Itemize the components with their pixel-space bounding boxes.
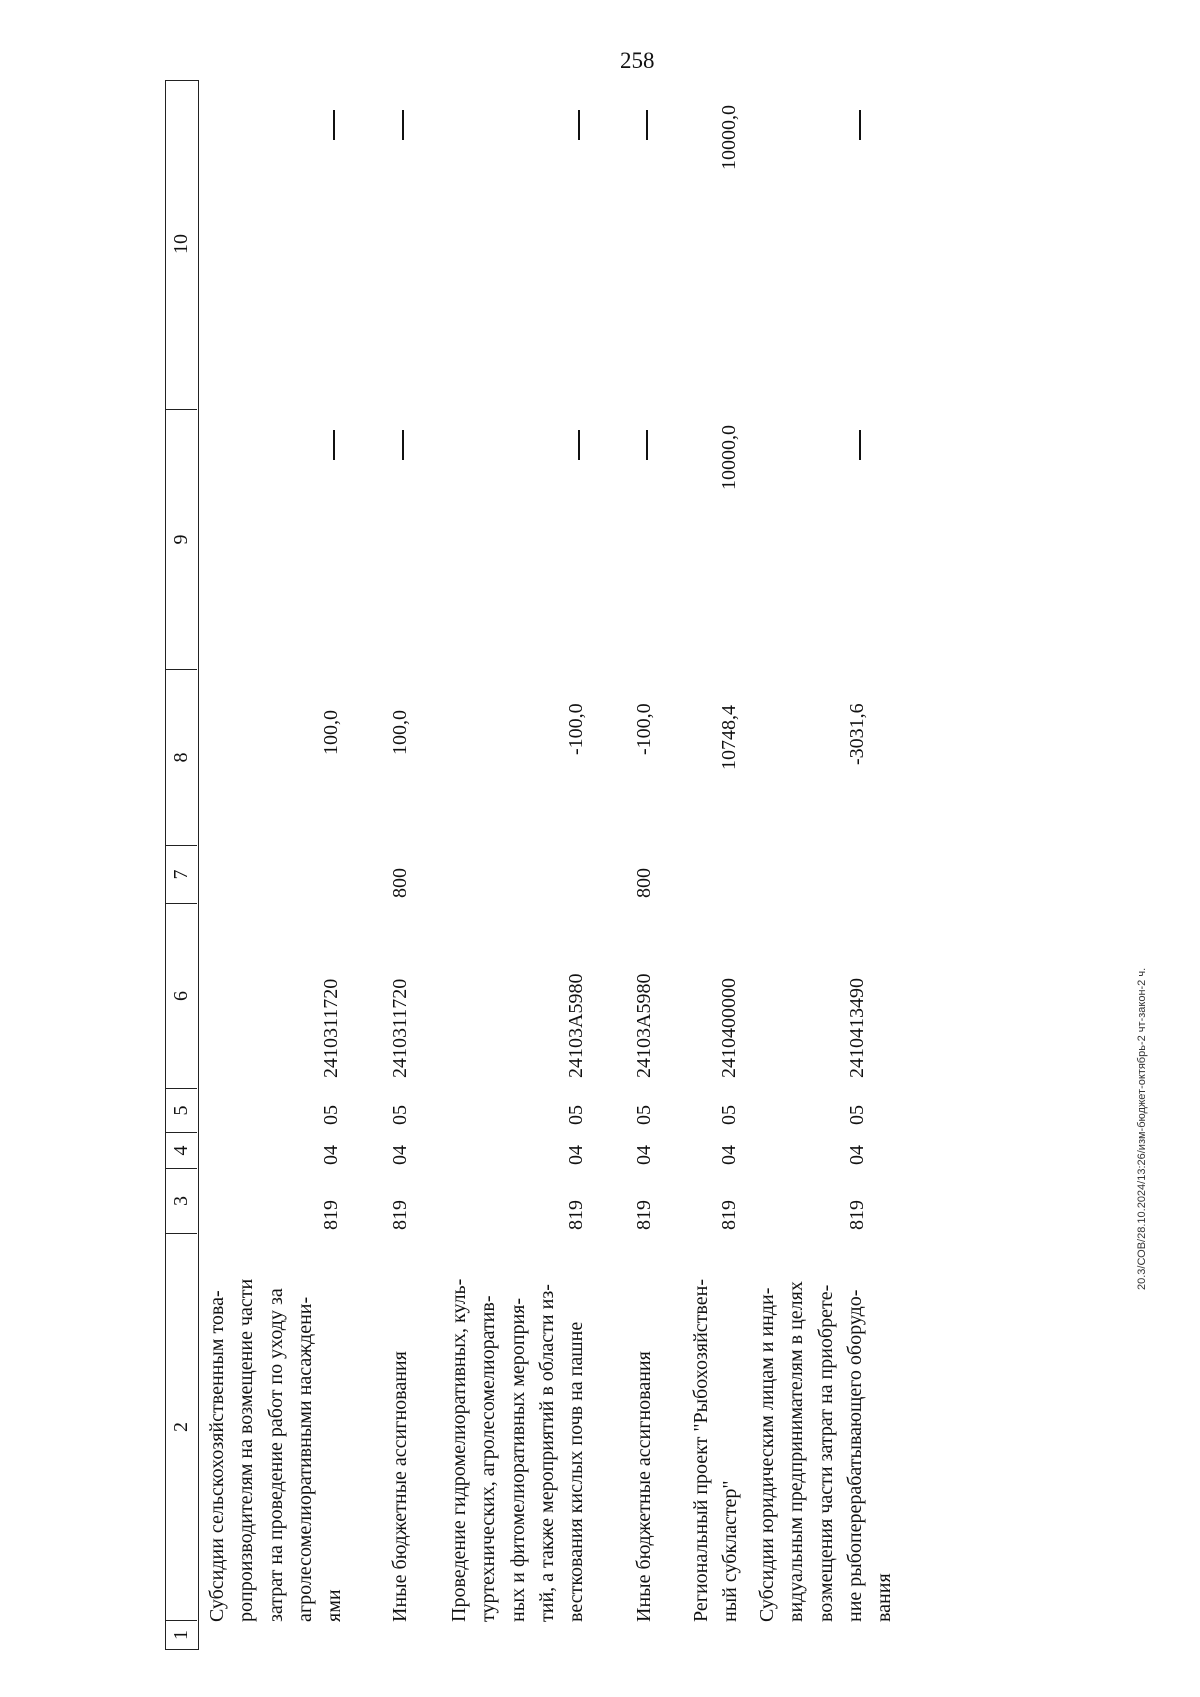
row-2-c7: 800 xyxy=(389,868,411,898)
budget-table xyxy=(165,80,896,1650)
header-col-10: 10 xyxy=(166,79,197,410)
row-6-line-3: возмещения части затрат на приобрете- xyxy=(814,1284,837,1622)
row-3-c3: 819 xyxy=(565,1200,587,1230)
header-col-6: 6 xyxy=(166,904,197,1089)
row-3-line-1: Проведение гидромелиоративных, куль- xyxy=(448,1278,470,1622)
row-3-line-4: тий, а также мероприятий в области из- xyxy=(535,1284,558,1622)
row-3-c4: 04 xyxy=(565,1145,587,1165)
row-3-c5: 05 xyxy=(565,1105,587,1125)
row-1-c10-dash xyxy=(333,110,335,140)
row-1-c8: 100,0 xyxy=(320,710,342,755)
table-header-row xyxy=(165,80,199,1650)
row-1-c5: 05 xyxy=(320,1105,342,1125)
page-number: 258 xyxy=(620,48,655,73)
row-5-c10: 10000,0 xyxy=(718,105,740,170)
row-6-c5: 05 xyxy=(846,1105,868,1125)
row-5-c9: 10000,0 xyxy=(718,425,740,490)
row-2-c6: 2410311720 xyxy=(389,978,411,1078)
row-4-c3: 819 xyxy=(633,1200,655,1230)
document-footer-note: 20.3/СОВ/28.10.2024/13:26/изм-бюджет-октябрь-2 чт-закон-2 ч. xyxy=(1136,967,1148,1290)
row-6-c4: 04 xyxy=(846,1145,868,1165)
row-1-line-4: агролесомелиоративными насаждени- xyxy=(293,1296,316,1622)
row-6-c3: 819 xyxy=(846,1200,868,1230)
row-2-c3: 819 xyxy=(389,1200,411,1230)
row-6-line-1: Субсидии юридическим лицам и инди- xyxy=(756,1287,778,1622)
row-2-c9-dash xyxy=(402,430,404,460)
header-col-9: 9 xyxy=(166,410,197,670)
row-4-c9-dash xyxy=(646,430,648,460)
header-col-3: 3 xyxy=(166,1169,197,1234)
row-2-c8: 100,0 xyxy=(389,710,411,755)
row-2-description xyxy=(386,1247,415,1622)
header-col-7: 7 xyxy=(166,846,197,904)
row-6-c6: 2410413490 xyxy=(846,978,868,1078)
row-1-c6: 2410311720 xyxy=(320,978,342,1078)
header-col-4: 4 xyxy=(166,1133,197,1169)
row-5-line-2: ный субкластер" xyxy=(719,1480,742,1622)
row-3-line-3: ных и фитомелиоративных мероприя- xyxy=(506,1297,529,1622)
row-1-c4: 04 xyxy=(320,1145,342,1165)
row-3-c8: -100,0 xyxy=(565,703,587,755)
row-1-line-2: ропроизводителям на возмещение части xyxy=(235,1278,258,1622)
row-4-c7: 800 xyxy=(633,868,655,898)
row-5-c8: 10748,4 xyxy=(718,705,740,770)
row-2-c5: 05 xyxy=(389,1105,411,1125)
row-1-c3: 819 xyxy=(320,1200,342,1230)
row-1-line-5: ями xyxy=(323,1589,346,1622)
header-col-8: 8 xyxy=(166,670,197,846)
row-2-line-1: Иные бюджетные ассигнования xyxy=(389,1351,411,1622)
row-5-c6: 2410400000 xyxy=(718,978,740,1078)
header-col-5: 5 xyxy=(166,1089,197,1133)
row-6-c10-dash xyxy=(859,110,861,140)
row-6-line-4: ние рыбоперерабатывающего оборудо- xyxy=(843,1289,866,1622)
row-5-c5: 05 xyxy=(718,1105,740,1125)
row-5-line-1: Региональный проект "Рыбохозяйствен- xyxy=(690,1279,712,1622)
row-3-line-5: весткования кислых почв на пашне xyxy=(565,1321,588,1622)
row-4-c4: 04 xyxy=(633,1145,655,1165)
row-4-line-1: Иные бюджетные ассигнования xyxy=(633,1351,655,1622)
row-4-description xyxy=(630,1247,659,1622)
row-5-c3: 819 xyxy=(718,1200,740,1230)
row-6-c8: -3031,6 xyxy=(846,703,868,765)
row-6-description xyxy=(753,1247,899,1622)
row-5-c4: 04 xyxy=(718,1145,740,1165)
header-col-2: 2 xyxy=(166,1234,197,1621)
row-2-c4: 04 xyxy=(389,1145,411,1165)
row-3-c6: 24103А5980 xyxy=(565,973,587,1078)
row-6-c9-dash xyxy=(859,430,861,460)
row-4-c10-dash xyxy=(646,110,648,140)
row-3-description xyxy=(445,1247,591,1622)
row-4-c8: -100,0 xyxy=(633,703,655,755)
row-3-line-2: туртехнических, агролесомелиоратив- xyxy=(477,1295,500,1622)
row-3-c9-dash xyxy=(578,430,580,460)
row-6-line-2: видуальным предпринимателям в целях xyxy=(785,1281,808,1622)
row-5-description xyxy=(687,1247,746,1622)
row-4-c5: 05 xyxy=(633,1105,655,1125)
row-4-c6: 24103А5980 xyxy=(633,973,655,1078)
header-col-1: 1 xyxy=(170,1630,192,1640)
row-6-line-5: вания xyxy=(873,1573,896,1622)
row-1-line-1: Субсидии сельскохозяйственным това- xyxy=(206,1290,228,1622)
row-3-c10-dash xyxy=(578,110,580,140)
row-2-c10-dash xyxy=(402,110,404,140)
row-1-c9-dash xyxy=(333,430,335,460)
row-1-description xyxy=(203,1247,349,1622)
row-1-line-3: затрат на проведение работ по уходу за xyxy=(264,1288,287,1622)
